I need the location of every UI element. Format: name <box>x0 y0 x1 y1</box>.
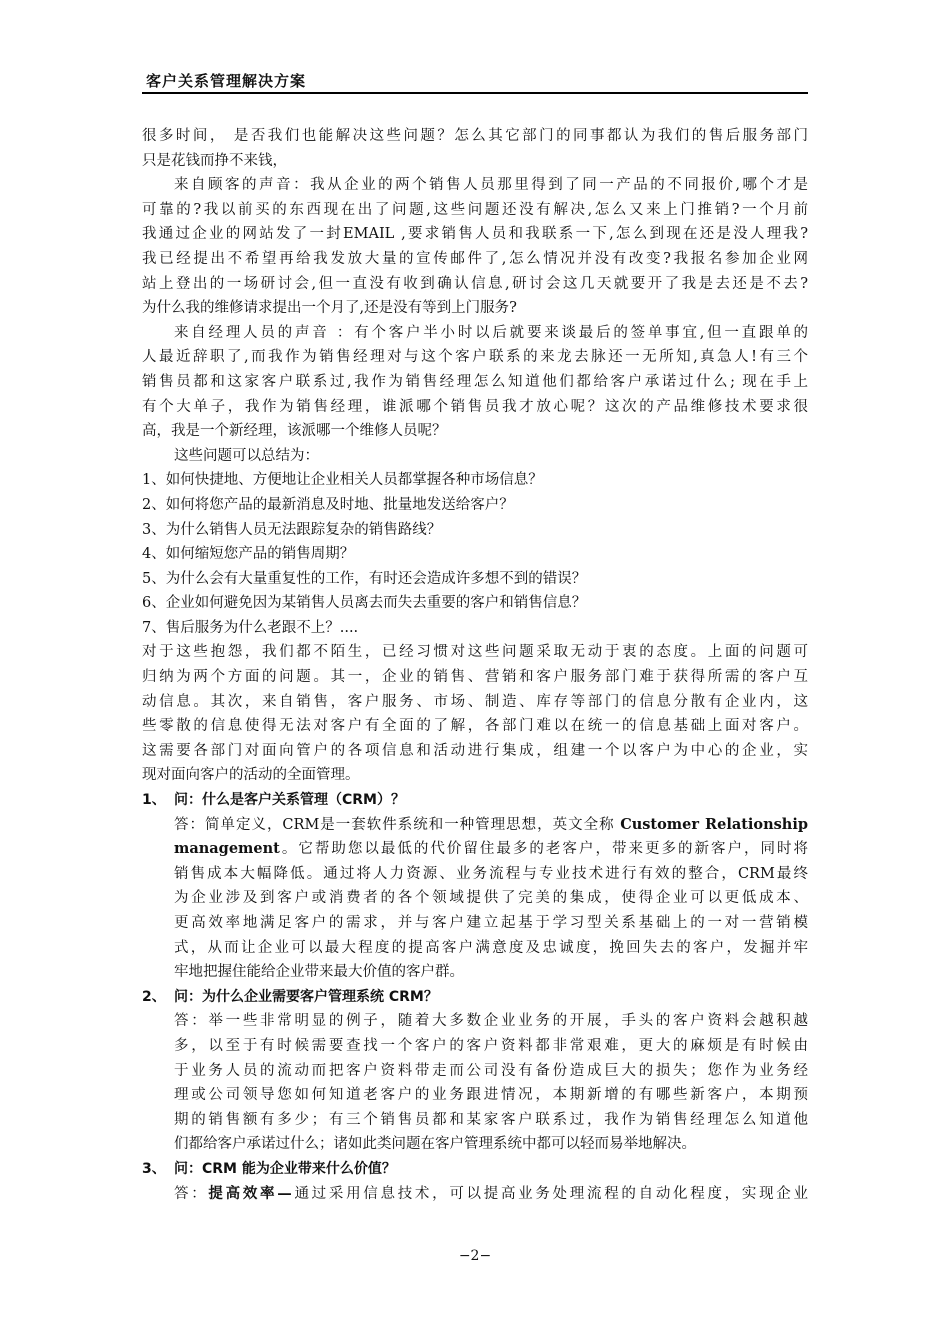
faq-item-1 <box>142 788 808 985</box>
text-line: 动信息。其次，来自销售，客户服务、市场、制造、库存等部门的信息分散有企业内，这 <box>142 693 808 710</box>
question-number: 1、 <box>142 792 166 809</box>
page-number: −2− <box>458 1248 492 1264</box>
summary-list <box>142 444 808 641</box>
paragraph-customer-voice <box>142 173 808 321</box>
answer-term: 提高效率— <box>208 1184 292 1202</box>
question-title: 问：CRM 能为企业带来什么价值？ <box>174 1160 396 1177</box>
text-line: 归纳为两个方面的问题。其一，企业的销售、营销和客户服务部门难于获得所需的客户互 <box>142 669 808 686</box>
answer-line <box>142 1182 808 1207</box>
text-line: 高，我是一个新经理，该派哪一个维修人员呢？ <box>142 423 447 440</box>
list-item: 5、为什么会有大量重复性的工作，有时还会造成许多想不到的错误？ <box>142 570 587 587</box>
text-line: 为什么我的维修请求提出一个月了,还是没有等到上门服务? <box>142 300 517 317</box>
list-item: 3、为什么销售人员无法跟踪复杂的销售路线？ <box>142 521 442 538</box>
question-title: 问：为什么企业需要客户管理系统 CRM？ <box>174 988 438 1005</box>
list-item: 2、如何将您产品的最新消息及时地、批量地发送给客户？ <box>142 496 514 513</box>
question-heading <box>142 1157 808 1182</box>
question-number: 2、 <box>142 988 166 1005</box>
list-item: 6、企业如何避免因为某销售人员离去而失去重要的客户和销售信息？ <box>142 595 587 612</box>
answer-line: 销售成本大幅降低。通过将人力资源、业务流程与专业技术进行有效的整合，CRM最终 <box>174 865 808 882</box>
page-header <box>142 70 808 94</box>
answer-text: 通过采用信息技术，可以提高业务处理流程的自动化程度，实现企业 <box>291 1185 809 1202</box>
answer-line: 多，以至于有时候需要查找一个客户的客户资料都非常艰难，更大的麻烦是有时候由 <box>174 1037 808 1054</box>
list-item: 4、如何缩短您产品的销售周期？ <box>142 546 355 563</box>
text-line: 很多时间， 是否我们也能解决这些问题？怎么其它部门的同事都认为我们的售后服务部门 <box>142 128 808 144</box>
document-body <box>142 124 808 1206</box>
text-line: 有个大单子，我作为销售经理，谁派哪个销售员我才放心呢？这次的产品维修技术要求很 <box>142 398 808 415</box>
text-line: 对于这些抱怨，我们都不陌生，已经习惯对这些问题采取无动于衷的态度。上面的问题可 <box>142 644 808 661</box>
answer-line: 期的销售额有多少；有三个销售员都和某家客户联系过，我作为销售经理怎么知道他 <box>174 1111 808 1128</box>
answer-line <box>142 837 808 862</box>
answer-line: 牢地把握住能给企业带来最大价值的客户群。 <box>174 964 464 981</box>
answer-text: 。它帮助您以最低的代价留住最多的老客户，带来更多的新客户，同时将 <box>279 841 808 858</box>
answer-line: 理或公司领导您如何知道老客户的业务跟进情况，本期新增的有哪些新客户，本期预 <box>174 1087 808 1104</box>
list-item: 7、售后服务为什么老跟不上？.... <box>142 619 359 636</box>
question-number: 3、 <box>142 1160 166 1177</box>
question-title: 问：什么是客户关系管理（CRM）？ <box>174 792 405 809</box>
answer-term: Customer Relationship <box>620 815 808 833</box>
answer-line: 答：举一些非常明显的例子，随着大多数企业业务的开展，手头的客户资料会越积越 <box>174 1013 808 1030</box>
text-line: 这需要各部门对面向管户的各项信息和活动进行集成，组建一个以客户为中心的企业，实 <box>142 742 808 759</box>
answer-text: 答： <box>174 1185 209 1202</box>
text-line: 站上登出的一场研讨会,但一直没有收到确认信息,研讨会这几天就要开了我是去还是不去? <box>142 275 808 292</box>
list-item: 1、如何快捷地、方便地让企业相关人员都掌握各种市场信息？ <box>142 472 543 489</box>
text-line: 我通过企业的网站发了一封EMAIL ,要求销售人员和我联系一下,怎么到现在还是没人理我? <box>142 226 808 243</box>
faq-item-2 <box>142 985 808 1157</box>
answer-text: 答：简单定义，CRM是一套软件系统和一种管理思想，英文全称 <box>174 816 621 833</box>
text-line: 只是花钱而挣不来钱， <box>142 152 287 169</box>
answer-line: 式，从而让企业可以最大程度的提高客户满意度及忠诚度，挽回失去的客户，发掘并牢 <box>174 939 808 956</box>
faq-item-3 <box>142 1157 808 1206</box>
answer-line: 更高效率地满足客户的需求，并与客户建立起基于学习型关系基础上的一对一营销模 <box>174 915 808 931</box>
answer-term: management <box>174 840 280 858</box>
summary-intro: 这些问题可以总结为： <box>174 447 319 464</box>
text-line: 销售员都和这家客户联系过,我作为销售经理怎么知道他们都给客户承诺过什么; 现在手上 <box>142 373 808 390</box>
header-title: 客户关系管理解决方案 <box>146 72 307 90</box>
paragraph-1 <box>142 124 808 173</box>
answer-line: 们都给客户承诺过什么；诸如此类问题在客户管理系统中都可以轻而易举地解决。 <box>174 1136 696 1153</box>
text-line: 现对面向客户的活动的全面管理。 <box>142 767 360 784</box>
question-heading <box>142 985 808 1010</box>
text-line: 来自经理人员的声音 ：有个客户半小时以后就要来谈最后的签单事宜,但一直跟单的 <box>174 324 808 341</box>
text-line: 我已经提出不希望再给我发放大量的宣传邮件了,怎么情况并没有改变?我报名参加企业网 <box>142 250 808 267</box>
paragraph-conclusion <box>142 640 808 788</box>
text-line: 人最近辞职了,而我作为销售经理对与这个客户联系的来龙去脉还一无所知,真急人!有三个 <box>142 349 808 366</box>
paragraph-manager-voice <box>142 321 808 444</box>
question-heading <box>142 788 808 813</box>
text-line: 来自顾客的声音：我从企业的两个销售人员那里得到了同一产品的不同报价,哪个才是 <box>174 177 808 194</box>
answer-line: 为企业涉及到客户或消费者的各个领域提供了完美的集成，使得企业可以更低成本、 <box>174 890 808 907</box>
answer-line <box>142 813 808 838</box>
text-line: 些零散的信息使得无法对客户有全面的了解，各部门难以在统一的信息基础上面对客户。 <box>142 718 808 735</box>
text-line: 可靠的?我以前买的东西现在出了问题,这些问题还没有解决,怎么又来上门推销?一个月前 <box>142 201 808 218</box>
answer-line: 于业务人员的流动而把客户资料带走而公司没有备份造成巨大的损失；您作为业务经 <box>174 1062 808 1079</box>
